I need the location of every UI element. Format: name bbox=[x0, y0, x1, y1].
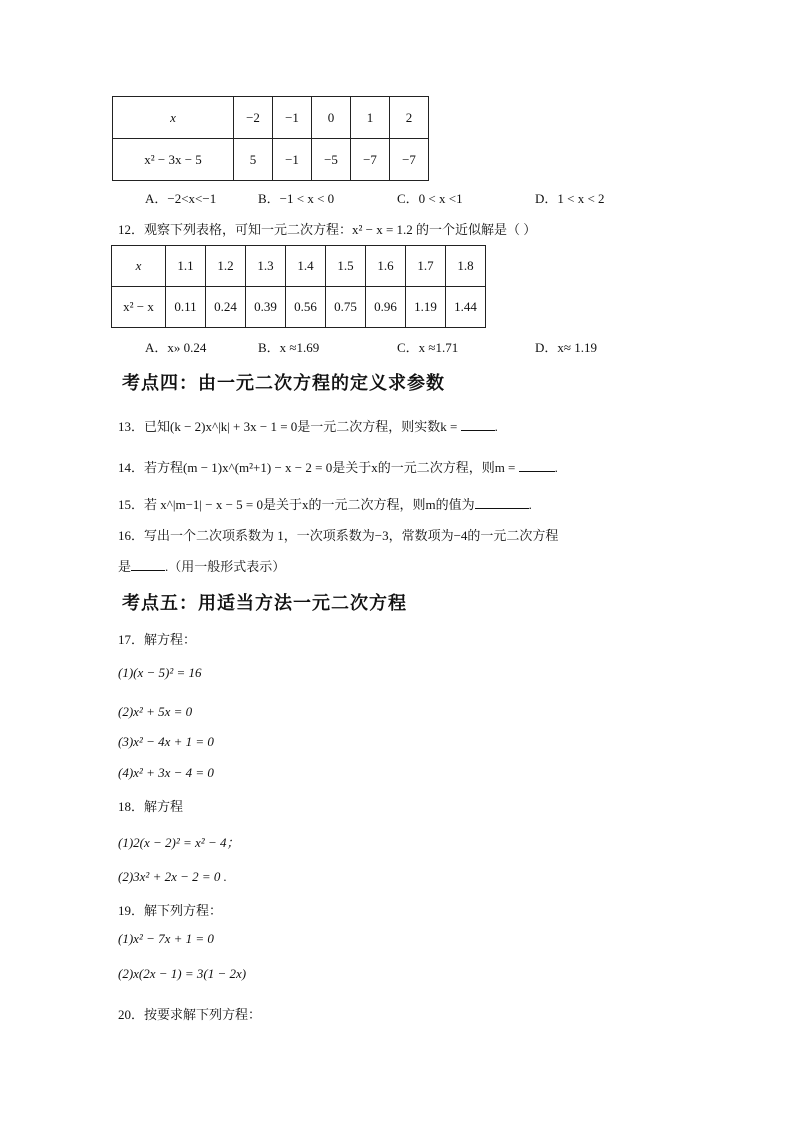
answer-blank[interactable] bbox=[131, 558, 165, 571]
table-cell: 5 bbox=[234, 139, 273, 181]
table-cell: 1.8 bbox=[446, 246, 486, 287]
question-text: 是 bbox=[118, 559, 132, 574]
table-cell: 2 bbox=[390, 97, 429, 139]
question-end: . bbox=[554, 460, 558, 475]
equation: (2)x(2x − 1) = 3(1 − 2x) bbox=[118, 966, 247, 981]
option-b: B．x ≈1.69 bbox=[258, 340, 320, 355]
option-a: A．x» 0.24 bbox=[145, 340, 207, 355]
question-19-title: 19．解下列方程： bbox=[118, 903, 223, 918]
table-cell: x² − 3x − 5 bbox=[113, 139, 234, 181]
table-cell: 1 bbox=[351, 97, 390, 139]
table-cell: 0.56 bbox=[286, 287, 326, 328]
equation: (3)x² − 4x + 1 = 0 bbox=[118, 734, 214, 749]
answer-blank[interactable] bbox=[475, 496, 529, 509]
table-cell: x² − x bbox=[112, 287, 166, 328]
table-cell: 1.19 bbox=[406, 287, 446, 328]
question-16-line-1: 16．写出一个二次项系数为 1，一次项系数为−3，常数项为−4的一元二次方程 bbox=[118, 528, 559, 543]
table-cell: −5 bbox=[312, 139, 351, 181]
equation: (2)3x² + 2x − 2 = 0 . bbox=[118, 869, 227, 884]
table-cell: 1.6 bbox=[366, 246, 406, 287]
table-cell: 0 bbox=[312, 97, 351, 139]
table-cell: 1.2 bbox=[206, 246, 246, 287]
question-15 bbox=[118, 494, 532, 513]
option-a: A．−2<x<−1 bbox=[145, 191, 217, 206]
table-cell: 1.4 bbox=[286, 246, 326, 287]
table-cell: 0.39 bbox=[246, 287, 286, 328]
value-table-2 bbox=[111, 245, 486, 328]
question-13 bbox=[118, 416, 498, 435]
table-cell: x bbox=[112, 246, 166, 287]
table-cell: 1.3 bbox=[246, 246, 286, 287]
option-c: C．x ≈1.71 bbox=[397, 340, 459, 355]
equation: (2)x² + 5x = 0 bbox=[118, 704, 193, 719]
table-cell: 1.44 bbox=[446, 287, 486, 328]
question-17-title: 17．解方程： bbox=[118, 632, 197, 647]
option-b: B．−1 < x < 0 bbox=[258, 191, 335, 206]
question-20-title: 20．按要求解下列方程： bbox=[118, 1007, 262, 1022]
question-text: 15．若 x^|m−1| − x − 5 = 0是关于x的一元二次方程，则m的值为 bbox=[118, 497, 475, 512]
value-table-1 bbox=[112, 96, 429, 181]
table-row bbox=[113, 97, 429, 139]
table-cell: 1.5 bbox=[326, 246, 366, 287]
option-c: C．0 < x <1 bbox=[397, 191, 463, 206]
table-cell: −7 bbox=[351, 139, 390, 181]
answer-blank[interactable] bbox=[461, 418, 495, 431]
table-row bbox=[112, 287, 486, 328]
question-18-title: 18．解方程 bbox=[118, 799, 184, 814]
table-cell: 0.96 bbox=[366, 287, 406, 328]
option-d: D．1 < x < 2 bbox=[535, 191, 605, 206]
section-heading: 考点五：用适当方法一元二次方程 bbox=[122, 593, 407, 614]
answer-blank[interactable] bbox=[519, 459, 555, 472]
section-heading: 考点四：由一元二次方程的定义求参数 bbox=[122, 373, 445, 394]
question-text: .（用一般形式表示） bbox=[165, 559, 286, 574]
question-text: 13．已知(k − 2)x^|k| + 3x − 1 = 0是一元二次方程，则实数k = bbox=[118, 419, 461, 434]
equation: (1)x² − 7x + 1 = 0 bbox=[118, 931, 214, 946]
table-row bbox=[112, 246, 486, 287]
table-cell: x bbox=[113, 97, 234, 139]
question-14 bbox=[118, 457, 558, 476]
table-cell: 0.75 bbox=[326, 287, 366, 328]
table-cell: −1 bbox=[273, 139, 312, 181]
question-16-line-2 bbox=[118, 556, 285, 575]
table-cell: −1 bbox=[273, 97, 312, 139]
equation: (1)(x − 5)² = 16 bbox=[118, 665, 202, 680]
question-end: . bbox=[528, 497, 532, 512]
option-d: D．x≈ 1.19 bbox=[535, 340, 598, 355]
question-end: . bbox=[494, 419, 498, 434]
equation: (4)x² + 3x − 4 = 0 bbox=[118, 765, 214, 780]
table-cell: 1.7 bbox=[406, 246, 446, 287]
table-cell: 0.24 bbox=[206, 287, 246, 328]
table-cell: 0.11 bbox=[166, 287, 206, 328]
table-cell: −7 bbox=[390, 139, 429, 181]
question-12-text: 12．观察下列表格，可知一元二次方程：x² − x = 1.2 的一个近似解是（ ） bbox=[118, 222, 537, 237]
table-cell: 1.1 bbox=[166, 246, 206, 287]
question-text: 14．若方程(m − 1)x^(m²+1) − x − 2 = 0是关于x的一元二次方程，则m = bbox=[118, 460, 519, 475]
table-row bbox=[113, 139, 429, 181]
table-cell: −2 bbox=[234, 97, 273, 139]
equation: (1)2(x − 2)² = x² − 4； bbox=[118, 835, 240, 850]
